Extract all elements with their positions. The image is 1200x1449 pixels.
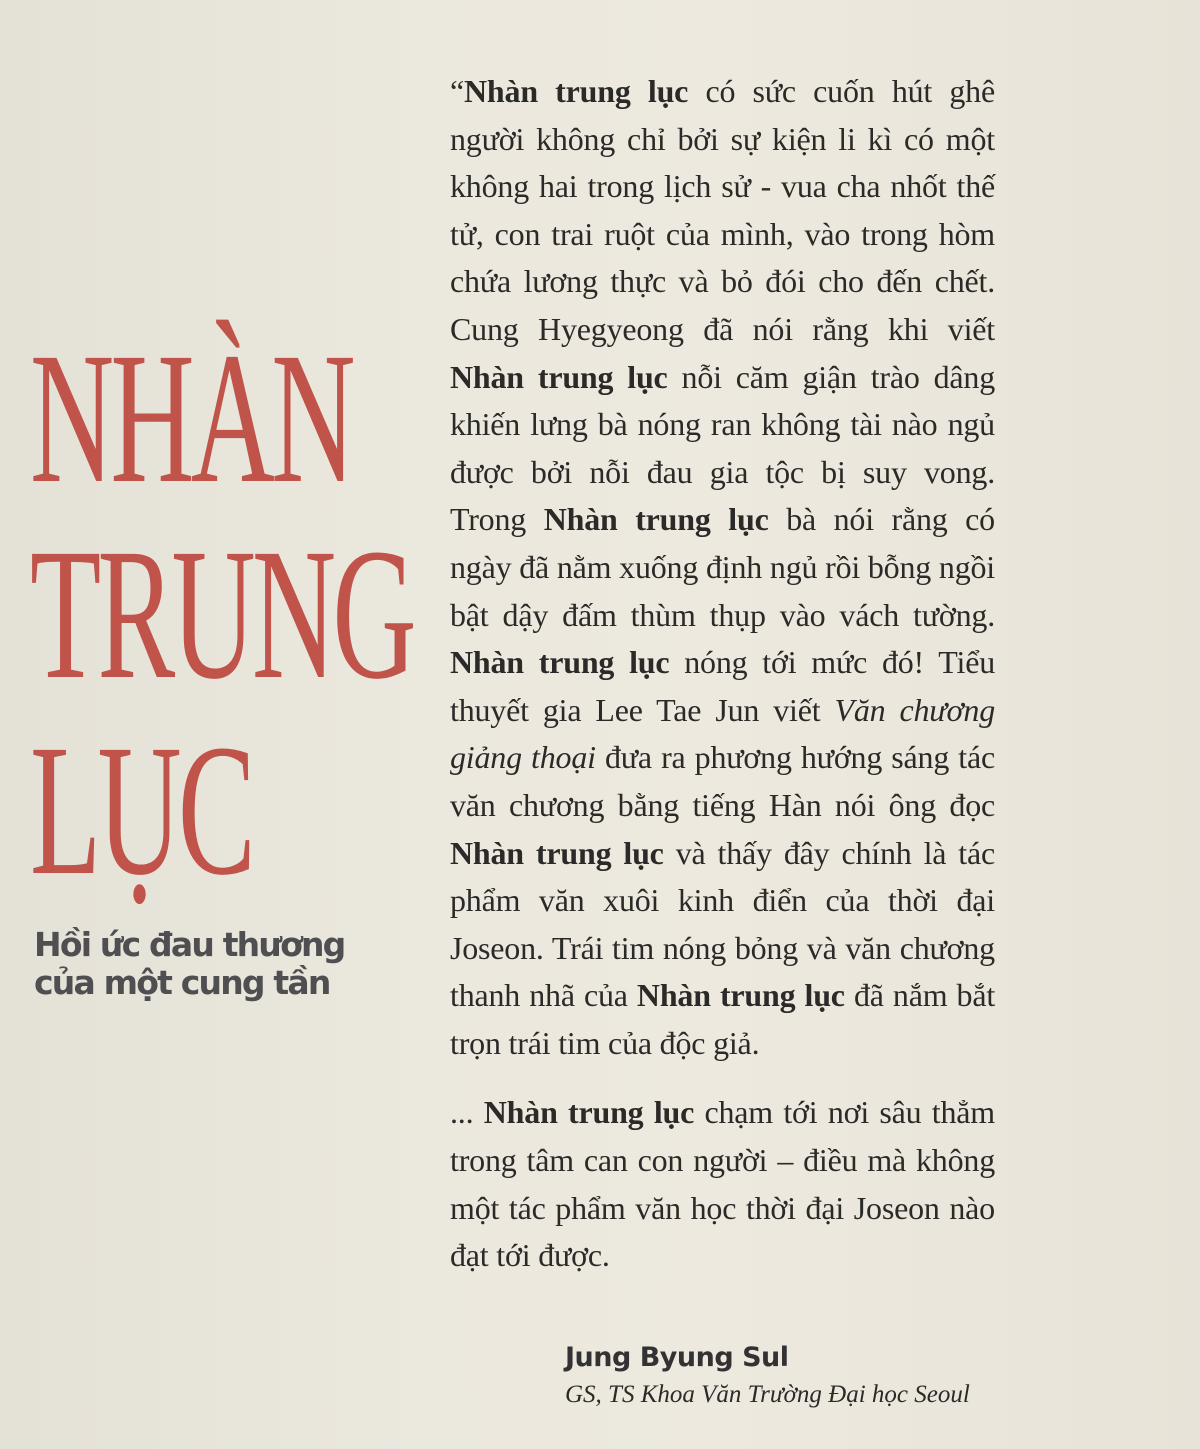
book-title bbox=[30, 313, 413, 914]
book-title-line-1: NHÀN bbox=[30, 313, 352, 522]
text-run: nóng tới mức đó! Tiểu thuyết gia Lee Tae Jun viết bbox=[450, 644, 995, 728]
book-title-mention: Nhàn trung lục bbox=[543, 501, 769, 538]
text-run: đưa ra phương hướng sáng tác văn chương bằng tiếng Hàn nói ông đọc bbox=[450, 739, 995, 823]
book-subtitle bbox=[34, 926, 414, 1002]
signature-name: Jung Byung Sul bbox=[565, 1342, 789, 1373]
blurb-paragraph-1 bbox=[450, 68, 995, 1067]
text-run: chạm tới nơi sâu thẳm trong tâm can con người – điều mà không một tác phẩm văn học thời đại Joseon nào đạt tới được. bbox=[450, 1094, 995, 1274]
book-title-line-3: LỤC bbox=[30, 705, 252, 914]
blurb-signature bbox=[565, 1340, 1125, 1410]
text-run: bà nói rằng có ngày đã nằm xuống định ngủ rồi bỗng ngồi bật dậy đấm thùm thụp vào vách tường. bbox=[450, 501, 995, 633]
signature-role: GS, TS Khoa Văn Trường Đại học Seoul bbox=[565, 1381, 970, 1408]
book-subtitle-line-2: của một cung tần bbox=[34, 963, 330, 1002]
text-run: có sức cuốn hút ghê người không chỉ bởi sự kiện li kì có một không hai trong lịch sử - vua cha nhốt thế tử, con trai ruột của mình, vào trong hòm chứa lương thực và bỏ đói cho đến chết. Cung Hyegyeong đã nói rằng khi viết bbox=[450, 73, 995, 347]
book-title-mention: Nhàn trung lục bbox=[483, 1094, 695, 1131]
blurb-panel bbox=[450, 68, 995, 1280]
book-title-line-2: TRUNG bbox=[30, 509, 413, 718]
text-run: và thấy đây chính là tác phẩm văn xuôi kinh điển của thời đại Joseon. Trái tim nóng bỏng và văn chương thanh nhã của bbox=[450, 834, 995, 1014]
blurb-paragraph-2 bbox=[450, 1089, 995, 1279]
text-run: đã nắm bắt trọn trái tim của độc giả. bbox=[450, 977, 996, 1061]
text-run: nỗi căm giận trào dâng khiến lưng bà nóng ran không tài nào ngủ được bởi nỗi đau gia tộc bị suy vong. Trong bbox=[450, 358, 996, 538]
book-title-mention: Nhàn trung lục bbox=[450, 644, 670, 681]
text-run: “ bbox=[450, 73, 465, 109]
book-title-mention: Nhàn trung lục bbox=[636, 977, 845, 1014]
book-title-mention: Nhàn trung lục bbox=[450, 358, 668, 395]
cited-work-title: Văn chương giảng thoại bbox=[450, 691, 995, 776]
text-run: ... bbox=[450, 1094, 484, 1131]
book-title-mention: Nhàn trung lục bbox=[450, 834, 664, 871]
book-subtitle-line-1: Hồi ức đau thương bbox=[34, 925, 345, 964]
cover-left-panel bbox=[0, 0, 420, 1449]
book-title-mention: Nhàn trung lục bbox=[464, 73, 689, 109]
